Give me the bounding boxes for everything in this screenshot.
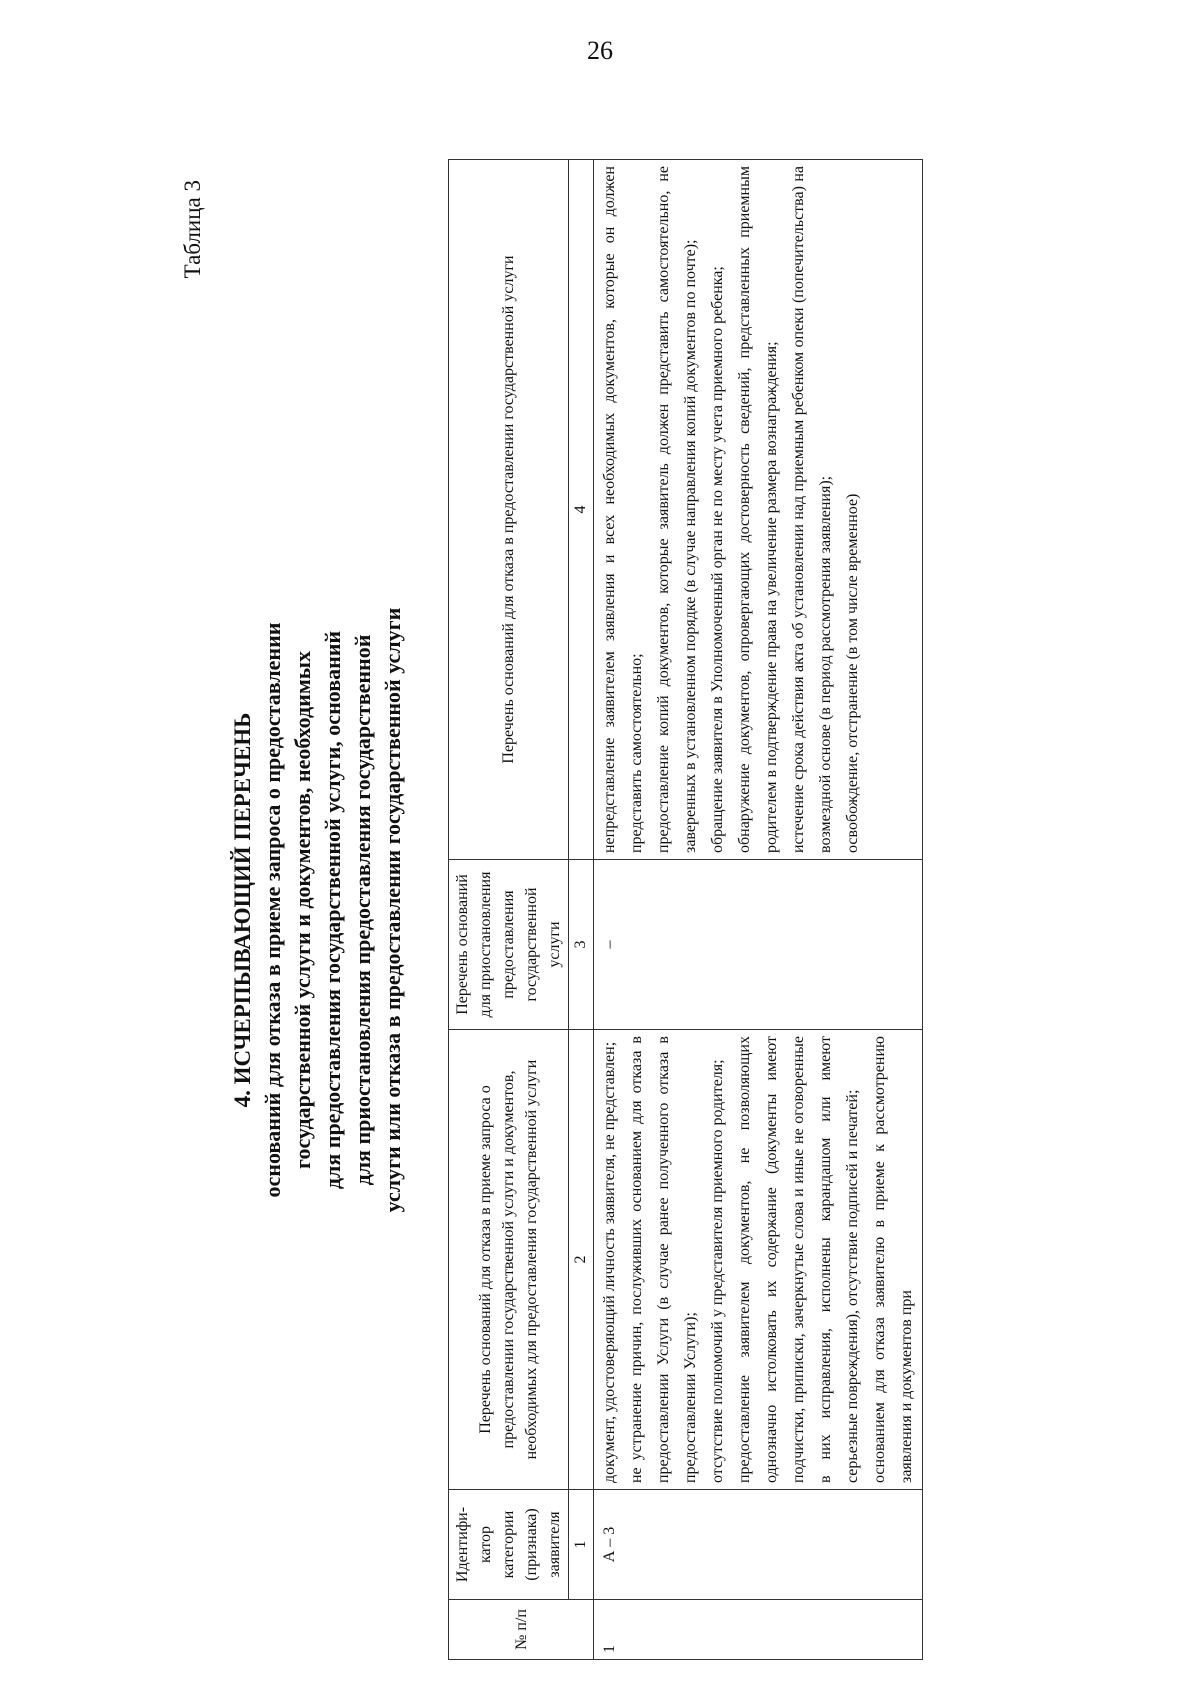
table-label: Таблица 3 — [180, 180, 205, 279]
service-refusal-cell — [594, 160, 923, 860]
column-number: 3 — [569, 860, 594, 1030]
heading-line: оснований для отказа в приеме запроса о предоставлении — [260, 622, 285, 1198]
column-number: 4 — [569, 160, 594, 860]
service-refusal-item: предоставление копий документов, которые заявитель должен представить самостоятельно, не заверенных в установленном порядке (в случае направления копий документов по почте); — [655, 166, 699, 853]
rotated-landscape-content — [180, 160, 1200, 1660]
column-number: 2 — [569, 1030, 594, 1490]
page-number: 26 — [587, 36, 613, 65]
heading-line: государственной услуги и документов, необходимых — [290, 651, 315, 1169]
heading-line: для приостановления предоставления государственной — [350, 634, 375, 1186]
grounds-table — [448, 159, 923, 1660]
service-refusal-item: освобождение, отстранение (в том числе временное) — [844, 493, 861, 853]
service-refusal-item: обнаружение документов, опровергающих достоверность сведений, представленных приемным родителем в подтверждение права на увеличение размера вознаграждения; — [736, 166, 780, 853]
service-refusal-item: истечение срока действия акта об установлении над приемным ребенком опеки (попечительства) на возмездной основе (в период рассмотрения заявления); — [790, 166, 834, 853]
header-suspension: Перечень оснований для приостановления предоставления государственной услуги — [449, 860, 569, 1030]
row-number: 1 — [594, 1600, 923, 1660]
heading-title: 4. ИСЧЕРПЫВАЮЩИЙ ПЕРЕЧЕНЬ — [230, 712, 255, 1108]
table-row — [594, 160, 923, 1660]
reception-refusal-item: документ, удостоверяющий личность заявителя, не представлен; — [601, 1041, 618, 1483]
reception-refusal-item: отсутствие полномочий у представителя приемного родителя; — [709, 1059, 726, 1483]
reception-refusal-cell — [594, 1030, 923, 1490]
suspension-cell: – — [594, 860, 923, 1030]
reception-refusal-item: не устранение причин, послуживших основанием для отказа в предоставлении Услуги (в случае ранее полученного отказа в предоставлении Услуги); — [628, 1036, 699, 1483]
column-number: 1 — [569, 1490, 594, 1600]
heading-line: для предоставления государственной услуги, оснований — [320, 630, 345, 1190]
reception-refusal-item: предоставление заявителем документов, не позволяющих однозначно истолковать их содержание (документы имеют подчистки, приписки, зачеркнутые слова и иные не оговоренные в них исправления, исполнены карандашом или имеют серьезные повреждения), отсутствие подписей и печатей; — [736, 1036, 861, 1483]
service-refusal-item: непредставление заявителем заявления и всех необходимых документов, которые он должен представить самостоятельно; — [601, 166, 645, 853]
section-heading — [228, 200, 408, 1620]
header-category: Идентифи-катор категории (признака) заявителя — [449, 1490, 569, 1600]
column-number-row — [569, 160, 594, 1660]
reception-refusal-item: основанием для отказа заявителю в приеме к рассмотрению заявления и документов при — [871, 1036, 915, 1483]
header-reception-refusal: Перечень оснований для отказа в приеме запроса о предоставлении государственной услуги и документов, необходимых для предоставления государственной услуги — [449, 1030, 569, 1490]
header-number: № п/п — [449, 1600, 594, 1660]
service-refusal-item: обращение заявителя в Уполномоченный орган не по месту учета приемного ребенка; — [709, 266, 726, 853]
heading-line: услуги или отказа в предоставлении государственной услуги — [380, 607, 405, 1213]
header-service-refusal: Перечень оснований для отказа в предоставлении государственной услуги — [449, 160, 569, 860]
category-cell: А – 3 — [594, 1490, 923, 1600]
table-header-row — [449, 160, 569, 1660]
